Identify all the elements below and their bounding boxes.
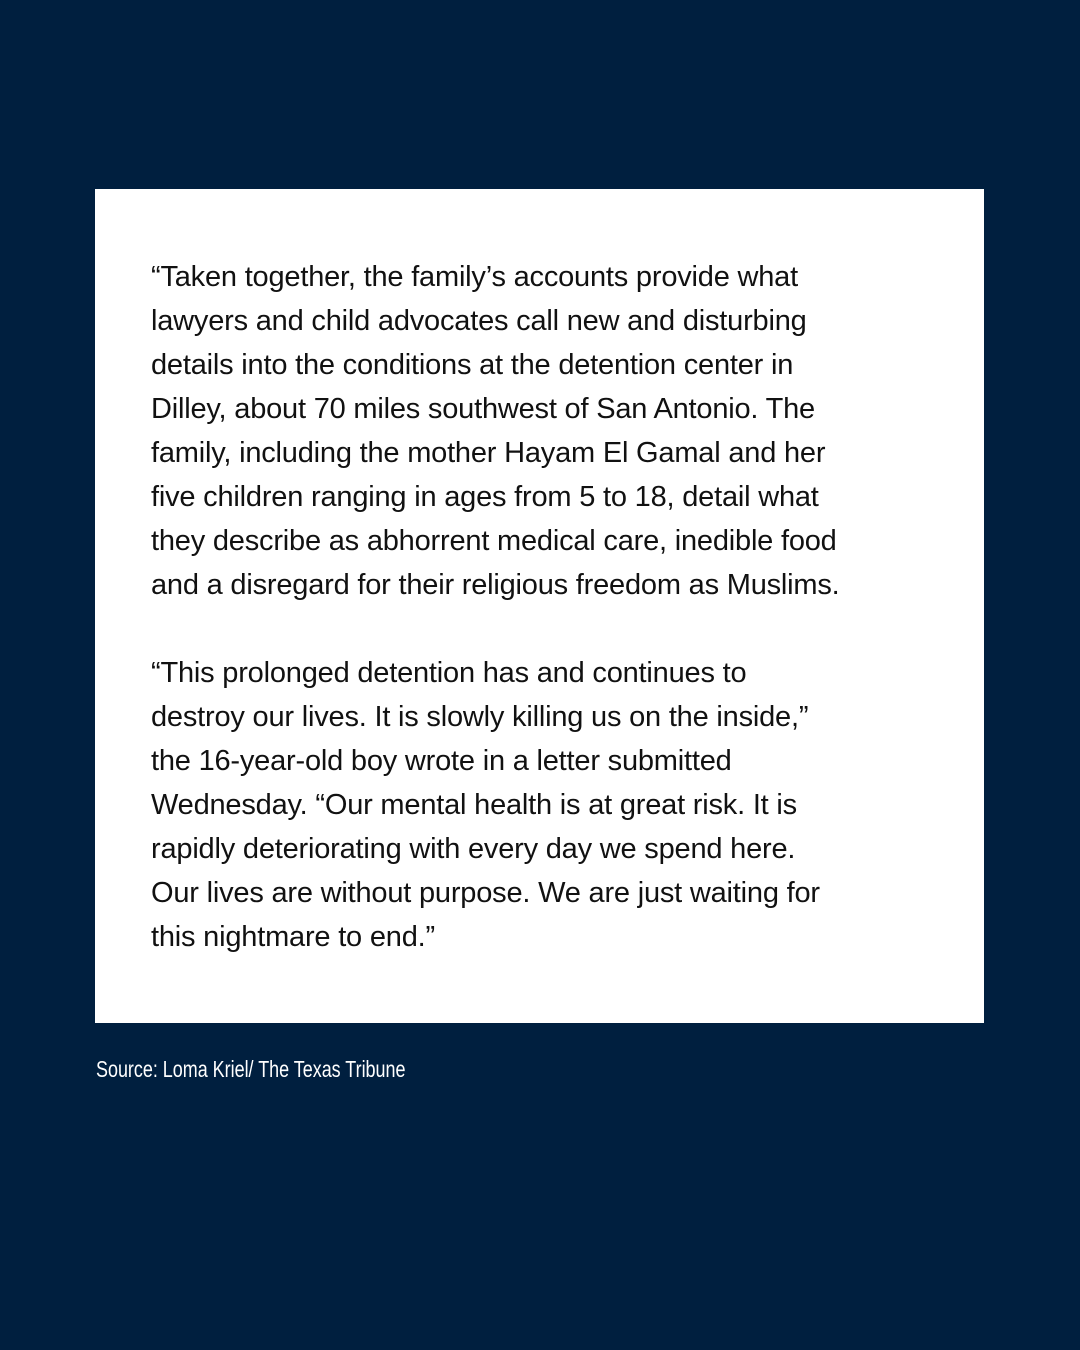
quote-card	[95, 189, 984, 1023]
quote-paragraph: “Taken together, the family’s accounts provide what lawyers and child advocates call new and disturbing details into the conditions at the detention center in Dilley, about 70 miles southwest of San Antonio. The family, including the mother Hayam El Gamal and her five children ranging in ages from 5 to 18, detail what they describe as abhorrent medical care, inedible food and a disregard for their religious freedom as Muslims.	[151, 261, 840, 601]
quote-paragraph: “This prolonged detention has and continues to destroy our lives. It is slowly killing us on the inside,” the 16-year-old boy wrote in a letter submitted Wednesday. “Our mental health is at great risk. It is rapidly deteriorating with every day we spend here. Our lives are without purpose. We are just waiting for this nightmare to end.”	[151, 657, 820, 953]
source-credit: Source: Loma Kriel/ The Texas Tribune	[96, 1056, 406, 1082]
